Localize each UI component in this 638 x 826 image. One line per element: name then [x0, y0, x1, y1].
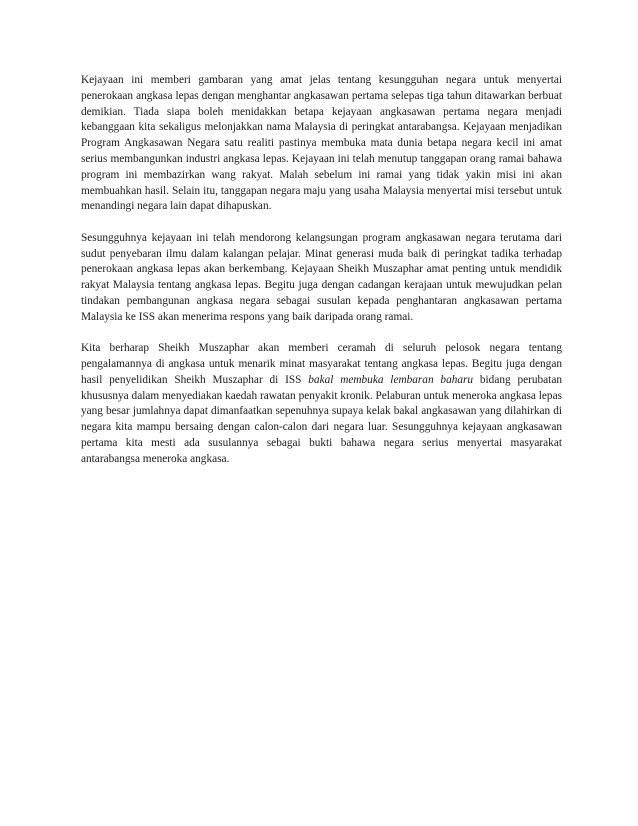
- paragraph-3-text-end: bidang perubatan khususnya dalam menyediakan kaedah rawatan penyakit kronik. Pelaburan untuk meneroka angkasa lepas yang besar jumlahnya dapat dimanfaatkan sepenuhnya supaya kelak bakal angkasawan yang dilahirkan di negara kita mampu bersaing dengan calon-calon dari negara luar. Sesungguhnya kejayaan angkasawan pertama kita mesti ada susulannya sebagai bukti bahawa negara serius menyertai masyarakat antarabangsa meneroka angkasa.: [81, 373, 562, 465]
- paragraph-3: [81, 341, 562, 467]
- paragraph-3-text-start: Kita berharap Sheikh Muszaphar akan memberi ceramah di seluruh pelosok negara tentang pengalamannya di angkasa untuk menarik minat masyarakat tentang angkasa lepas. Begitu juga dengan hasil penyelidikan Sheikh Muszaphar di ISS: [81, 342, 562, 386]
- paragraph-3-italic-phrase: bakal membuka lembaran baharu: [308, 373, 474, 386]
- document-body: [81, 73, 562, 468]
- paragraph-1-text: Kejayaan ini memberi gambaran yang amat jelas tentang kesungguhan negara untuk menyertai penerokaan angkasa lepas dengan menghantar angkasawan pertama selepas tiga tahun ditawarkan berbuat demikian. Tiada siapa boleh menidakkan betapa kejayaan angkasawan pertama negara menjadi kebanggaan kita sekaligus melonjakkan nama Malaysia di peringkat antarabangsa. Kejayaan menjadikan Program Angkasawan Negara satu realiti pastinya membuka mata dunia betapa negara kecil ini amat serius membangunkan industri angkasa lepas. Kejayaan ini telah menutup tanggapan orang ramai bahawa program ini membazirkan wang rakyat. Malah sebelum ini ramai yang tidak yakin misi ini akan membuahkan hasil. Selain itu, tanggapan negara maju yang usaha Malaysia menyertai misi tersebut untuk menandingi negara lain dapat dihapuskan.: [81, 74, 562, 213]
- paragraph-2-text: Sesungguhnya kejayaan ini telah mendorong kelangsungan program angkasawan negara terutama dari sudut penyebaran ilmu dalam kalangan pelajar. Minat generasi muda baik di peringkat tadika terhadap penerokaan angkasa lepas akan berkembang. Kejayaan Sheikh Muszaphar amat penting untuk mendidik rakyat Malaysia tentang angkasa lepas. Begitu juga dengan cadangan kerajaan untuk mewujudkan pelan tindakan pembangunan angkasa negara sebagai susulan kepada penghantaran angkasawan pertama Malaysia ke ISS akan menerima respons yang baik daripada orang ramai.: [81, 231, 562, 323]
- paragraph-2: [81, 231, 562, 326]
- paragraph-1: [81, 73, 562, 215]
